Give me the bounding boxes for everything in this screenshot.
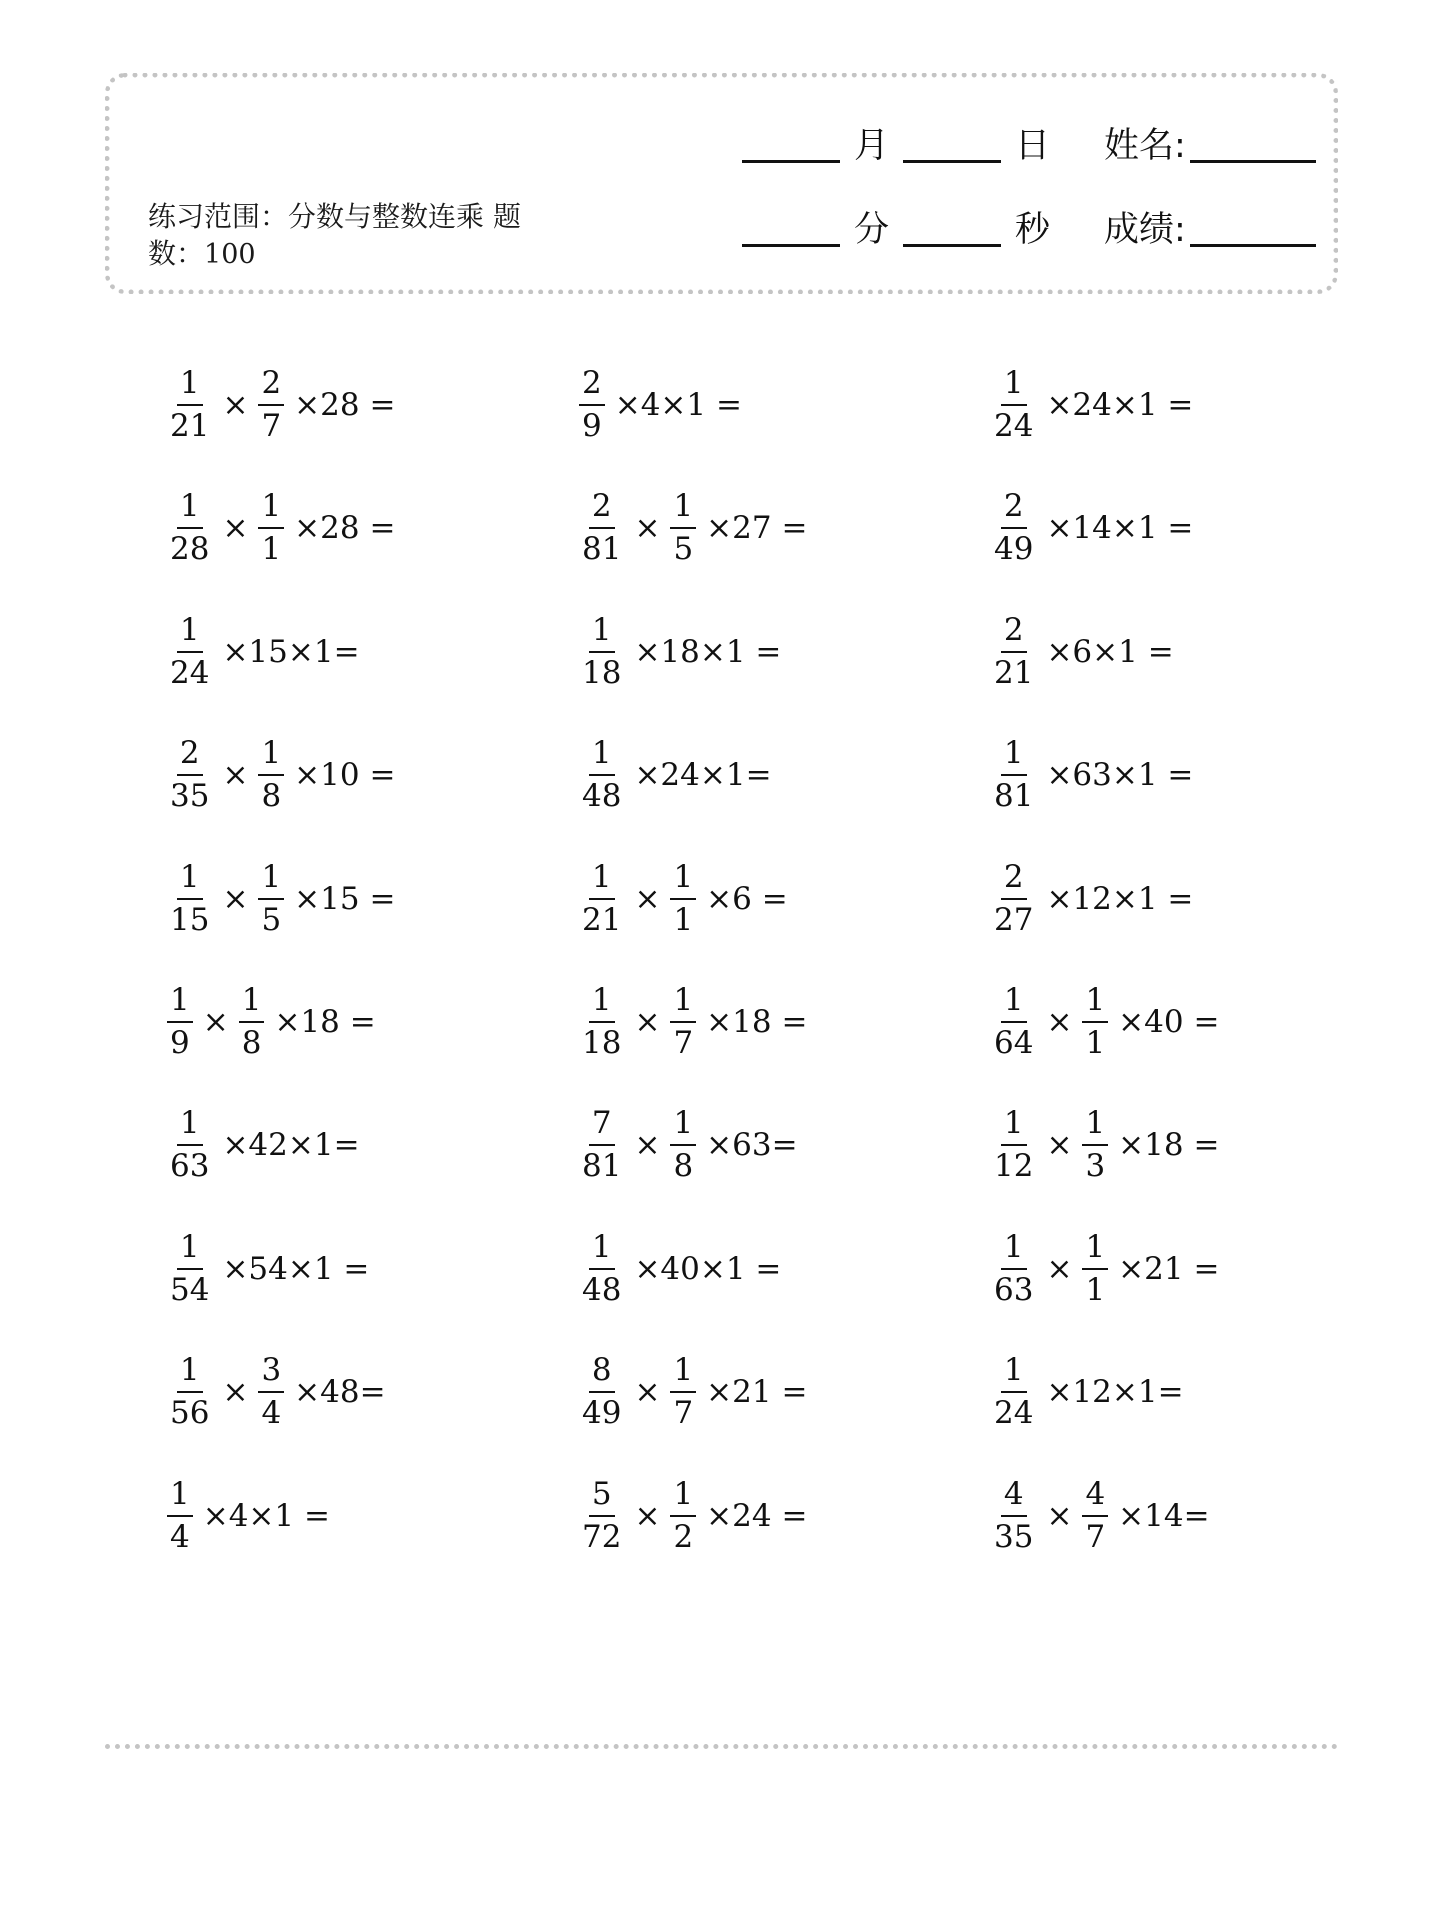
times-sign: × — [634, 880, 661, 917]
denominator: 1 — [673, 901, 694, 938]
problem-item — [165, 1100, 577, 1190]
expression-tail: ×15 = — [294, 880, 396, 917]
expression-tail: ×14×1 = — [1046, 510, 1194, 547]
problem-item — [577, 360, 989, 450]
times-sign: × — [222, 880, 249, 917]
expression-tail: ×63×1 = — [1046, 757, 1194, 794]
fraction — [167, 365, 212, 444]
denominator: 12 — [994, 1148, 1034, 1185]
expression-tail: ×24×1= — [634, 757, 772, 794]
problem-item — [989, 1224, 1401, 1314]
expression-tail: ×27 = — [706, 510, 808, 547]
fraction — [991, 981, 1036, 1061]
fraction — [991, 365, 1036, 444]
problem-item — [165, 1347, 577, 1437]
problem-item — [989, 854, 1401, 944]
fraction — [167, 1228, 212, 1308]
footer-divider — [105, 1744, 1338, 1749]
numerator: 1 — [1082, 1232, 1108, 1270]
denominator: 28 — [170, 531, 210, 568]
denominator: 5 — [673, 531, 694, 568]
numerator: 1 — [670, 491, 696, 529]
problem-item — [165, 483, 577, 573]
fraction — [991, 1475, 1036, 1555]
fraction — [579, 1228, 624, 1308]
expression-tail: ×12×1 = — [1046, 880, 1194, 917]
second-label: 秒 — [1015, 210, 1051, 250]
denominator: 7 — [673, 1024, 694, 1061]
denominator: 81 — [582, 531, 622, 568]
expression-tail: ×10 = — [294, 757, 396, 794]
fraction — [1082, 1475, 1108, 1555]
numerator: 1 — [177, 615, 203, 653]
fraction — [167, 858, 212, 938]
numerator: 2 — [1001, 615, 1027, 653]
times-sign: × — [1046, 1250, 1073, 1287]
numerator: 2 — [177, 738, 203, 776]
expression-tail: ×14= — [1118, 1497, 1210, 1534]
numerator: 1 — [258, 491, 284, 529]
numerator: 1 — [167, 985, 193, 1023]
numerator: 1 — [167, 1479, 193, 1517]
fraction — [167, 981, 193, 1061]
problem-item — [989, 1471, 1401, 1561]
fraction — [670, 1105, 696, 1185]
fraction — [670, 1475, 696, 1555]
day-blank[interactable] — [903, 124, 1001, 163]
denominator: 1 — [1085, 1271, 1106, 1308]
numerator: 2 — [579, 368, 605, 406]
problem-item — [577, 854, 989, 944]
problem-item — [165, 977, 577, 1067]
problem-item — [989, 1100, 1401, 1190]
numerator: 2 — [1001, 491, 1027, 529]
problem-item — [165, 1471, 577, 1561]
numerator: 3 — [258, 1355, 284, 1393]
denominator: 8 — [261, 778, 282, 815]
problem-item — [165, 854, 577, 944]
times-sign: × — [1046, 1497, 1073, 1534]
numerator: 5 — [589, 1479, 615, 1517]
expression-tail: ×12×1= — [1046, 1374, 1184, 1411]
fraction — [579, 981, 624, 1061]
expression-tail: ×4×1 = — [202, 1497, 330, 1534]
fraction — [167, 735, 212, 815]
expression-tail: ×28 = — [294, 387, 396, 423]
numerator: 1 — [177, 1232, 203, 1270]
fraction — [991, 488, 1036, 568]
fraction — [579, 858, 624, 938]
problem-item — [165, 730, 577, 820]
month-label: 月 — [854, 126, 890, 166]
numerator: 4 — [1001, 1479, 1027, 1517]
month-blank[interactable] — [742, 124, 840, 163]
expression-tail: ×40 = — [1118, 1003, 1220, 1040]
denominator: 4 — [170, 1518, 190, 1555]
count-label-part2: 数： — [148, 237, 205, 270]
fraction — [239, 981, 265, 1061]
numerator: 1 — [1082, 985, 1108, 1023]
denominator: 8 — [673, 1148, 694, 1185]
problem-item — [577, 1347, 989, 1437]
numerator: 2 — [589, 491, 615, 529]
numerator: 2 — [258, 368, 284, 406]
fraction — [1082, 981, 1108, 1061]
score-label: 成绩: — [1104, 210, 1186, 250]
denominator: 1 — [1085, 1024, 1106, 1061]
expression-tail: ×4×1 = — [614, 387, 742, 423]
fraction — [991, 1228, 1036, 1308]
denominator: 24 — [170, 654, 210, 691]
denominator: 2 — [673, 1518, 694, 1555]
numerator: 2 — [1001, 862, 1027, 900]
numerator: 1 — [1001, 985, 1027, 1023]
practice-range-label: 练习范围： — [148, 200, 289, 233]
problem-item — [577, 1224, 989, 1314]
problem-grid — [165, 360, 1401, 1594]
fraction — [258, 735, 284, 815]
denominator: 8 — [241, 1024, 262, 1061]
denominator: 27 — [994, 901, 1034, 938]
denominator: 7 — [673, 1395, 694, 1432]
denominator: 48 — [582, 778, 622, 815]
times-sign: × — [1046, 1003, 1073, 1040]
denominator: 21 — [170, 408, 210, 444]
expression-tail: ×48= — [294, 1374, 386, 1411]
numerator: 1 — [670, 1355, 696, 1393]
numerator: 1 — [177, 1108, 203, 1146]
fraction — [579, 488, 624, 568]
denominator: 54 — [170, 1271, 210, 1308]
numerator: 1 — [177, 862, 203, 900]
numerator: 1 — [1001, 1355, 1027, 1393]
fraction — [579, 1352, 624, 1432]
expression-tail: ×28 = — [294, 510, 396, 547]
fraction — [167, 611, 212, 691]
denominator: 64 — [994, 1024, 1034, 1061]
denominator: 56 — [170, 1395, 210, 1432]
numerator: 1 — [239, 985, 265, 1023]
expression-tail: ×24×1 = — [1046, 387, 1194, 423]
numerator: 7 — [589, 1108, 615, 1146]
expression-tail: ×42×1= — [222, 1127, 360, 1164]
fraction — [579, 1105, 624, 1185]
denominator: 9 — [582, 408, 602, 444]
expression-tail: ×6 = — [706, 880, 788, 917]
denominator: 7 — [1085, 1518, 1106, 1555]
numerator: 4 — [1082, 1479, 1108, 1517]
second-blank[interactable] — [903, 208, 1001, 247]
times-sign: × — [634, 1497, 661, 1534]
practice-range-value: 分数与整数连乘 — [288, 200, 485, 233]
times-sign: × — [222, 387, 249, 423]
practice-range-text — [148, 198, 588, 273]
expression-tail: ×15×1= — [222, 633, 360, 670]
problem-item — [577, 730, 989, 820]
problem-item — [165, 360, 577, 450]
day-label: 日 — [1015, 126, 1051, 166]
problem-item — [989, 360, 1401, 450]
worksheet-header — [105, 73, 1338, 294]
numerator: 1 — [589, 985, 615, 1023]
problem-item — [989, 977, 1401, 1067]
expression-tail: ×18 = — [274, 1003, 376, 1040]
score-blank[interactable] — [1190, 208, 1316, 247]
fraction — [1082, 1105, 1108, 1185]
denominator: 21 — [582, 901, 622, 938]
denominator: 15 — [170, 901, 210, 938]
expression-tail: ×18 = — [1118, 1127, 1220, 1164]
denominator: 24 — [994, 408, 1034, 444]
minute-blank[interactable] — [742, 208, 840, 247]
problem-item — [989, 483, 1401, 573]
fraction — [991, 1105, 1036, 1185]
expression-tail: ×6×1 = — [1046, 633, 1174, 670]
count-value: 100 — [204, 239, 256, 270]
expression-tail: ×63= — [706, 1127, 798, 1164]
denominator: 9 — [170, 1024, 190, 1061]
fraction — [579, 365, 605, 444]
problem-item — [577, 607, 989, 697]
times-sign: × — [1046, 1127, 1073, 1164]
numerator: 1 — [258, 738, 284, 776]
numerator: 1 — [589, 615, 615, 653]
expression-tail: ×21 = — [1118, 1250, 1220, 1287]
fraction — [167, 1352, 212, 1432]
fraction — [167, 488, 212, 568]
times-sign: × — [634, 510, 661, 547]
denominator: 49 — [582, 1395, 622, 1432]
fraction — [991, 1352, 1036, 1432]
problem-item — [577, 483, 989, 573]
expression-tail: ×24 = — [706, 1497, 808, 1534]
fraction — [991, 858, 1036, 938]
fraction — [991, 735, 1036, 815]
denominator: 49 — [994, 531, 1034, 568]
problem-item — [577, 977, 989, 1067]
fraction — [579, 611, 624, 691]
fraction — [670, 1352, 696, 1432]
fraction — [258, 1352, 284, 1432]
denominator: 18 — [582, 654, 622, 691]
numerator: 1 — [589, 862, 615, 900]
numerator: 1 — [177, 368, 203, 406]
fraction — [579, 735, 624, 815]
denominator: 81 — [994, 778, 1034, 815]
numerator: 1 — [1001, 1232, 1027, 1270]
numerator: 1 — [177, 491, 203, 529]
fraction — [167, 1105, 212, 1185]
denominator: 21 — [994, 654, 1034, 691]
numerator: 8 — [589, 1355, 615, 1393]
problem-item — [577, 1471, 989, 1561]
problem-item — [165, 607, 577, 697]
fraction — [258, 858, 284, 938]
denominator: 63 — [994, 1271, 1034, 1308]
numerator: 1 — [177, 1355, 203, 1393]
expression-tail: ×54×1 = — [222, 1250, 370, 1287]
numerator: 1 — [1001, 738, 1027, 776]
fraction — [670, 981, 696, 1061]
name-blank[interactable] — [1190, 124, 1316, 163]
numerator: 1 — [670, 862, 696, 900]
expression-tail: ×21 = — [706, 1374, 808, 1411]
times-sign: × — [634, 1374, 661, 1411]
problem-item — [989, 1347, 1401, 1437]
denominator: 72 — [582, 1518, 622, 1555]
numerator: 1 — [1001, 368, 1027, 406]
times-sign: × — [222, 757, 249, 794]
fraction — [1082, 1228, 1108, 1308]
expression-tail: ×18×1 = — [634, 633, 782, 670]
numerator: 1 — [670, 1479, 696, 1517]
numerator: 1 — [670, 985, 696, 1023]
times-sign: × — [222, 1374, 249, 1411]
denominator: 48 — [582, 1271, 622, 1308]
times-sign: × — [202, 1003, 229, 1040]
problem-item — [989, 607, 1401, 697]
fraction — [258, 365, 284, 444]
denominator: 35 — [170, 778, 210, 815]
numerator: 1 — [670, 1108, 696, 1146]
count-label-part1: 题 — [492, 200, 521, 233]
numerator: 1 — [589, 1232, 615, 1270]
minute-label: 分 — [854, 210, 890, 250]
date-name-row — [742, 118, 1316, 168]
denominator: 7 — [261, 408, 282, 444]
fraction — [167, 1475, 193, 1555]
times-sign: × — [634, 1003, 661, 1040]
denominator: 3 — [1085, 1148, 1106, 1185]
fraction — [670, 488, 696, 568]
problem-item — [577, 1100, 989, 1190]
denominator: 1 — [261, 531, 282, 568]
fraction — [670, 858, 696, 938]
denominator: 24 — [994, 1395, 1034, 1432]
denominator: 63 — [170, 1148, 210, 1185]
denominator: 18 — [582, 1024, 622, 1061]
numerator: 1 — [258, 862, 284, 900]
times-sign: × — [634, 1127, 661, 1164]
numerator: 1 — [589, 738, 615, 776]
times-sign: × — [222, 510, 249, 547]
numerator: 1 — [1001, 1108, 1027, 1146]
numerator: 1 — [1082, 1108, 1108, 1146]
denominator: 81 — [582, 1148, 622, 1185]
denominator: 4 — [261, 1395, 282, 1432]
name-label: 姓名: — [1104, 126, 1186, 166]
problem-item — [165, 1224, 577, 1314]
time-score-row — [742, 202, 1316, 252]
denominator: 5 — [261, 901, 282, 938]
fraction — [991, 611, 1036, 691]
expression-tail: ×40×1 = — [634, 1250, 782, 1287]
fraction — [579, 1475, 624, 1555]
problem-item — [989, 730, 1401, 820]
expression-tail: ×18 = — [706, 1003, 808, 1040]
fraction — [258, 488, 284, 568]
denominator: 35 — [994, 1518, 1034, 1555]
